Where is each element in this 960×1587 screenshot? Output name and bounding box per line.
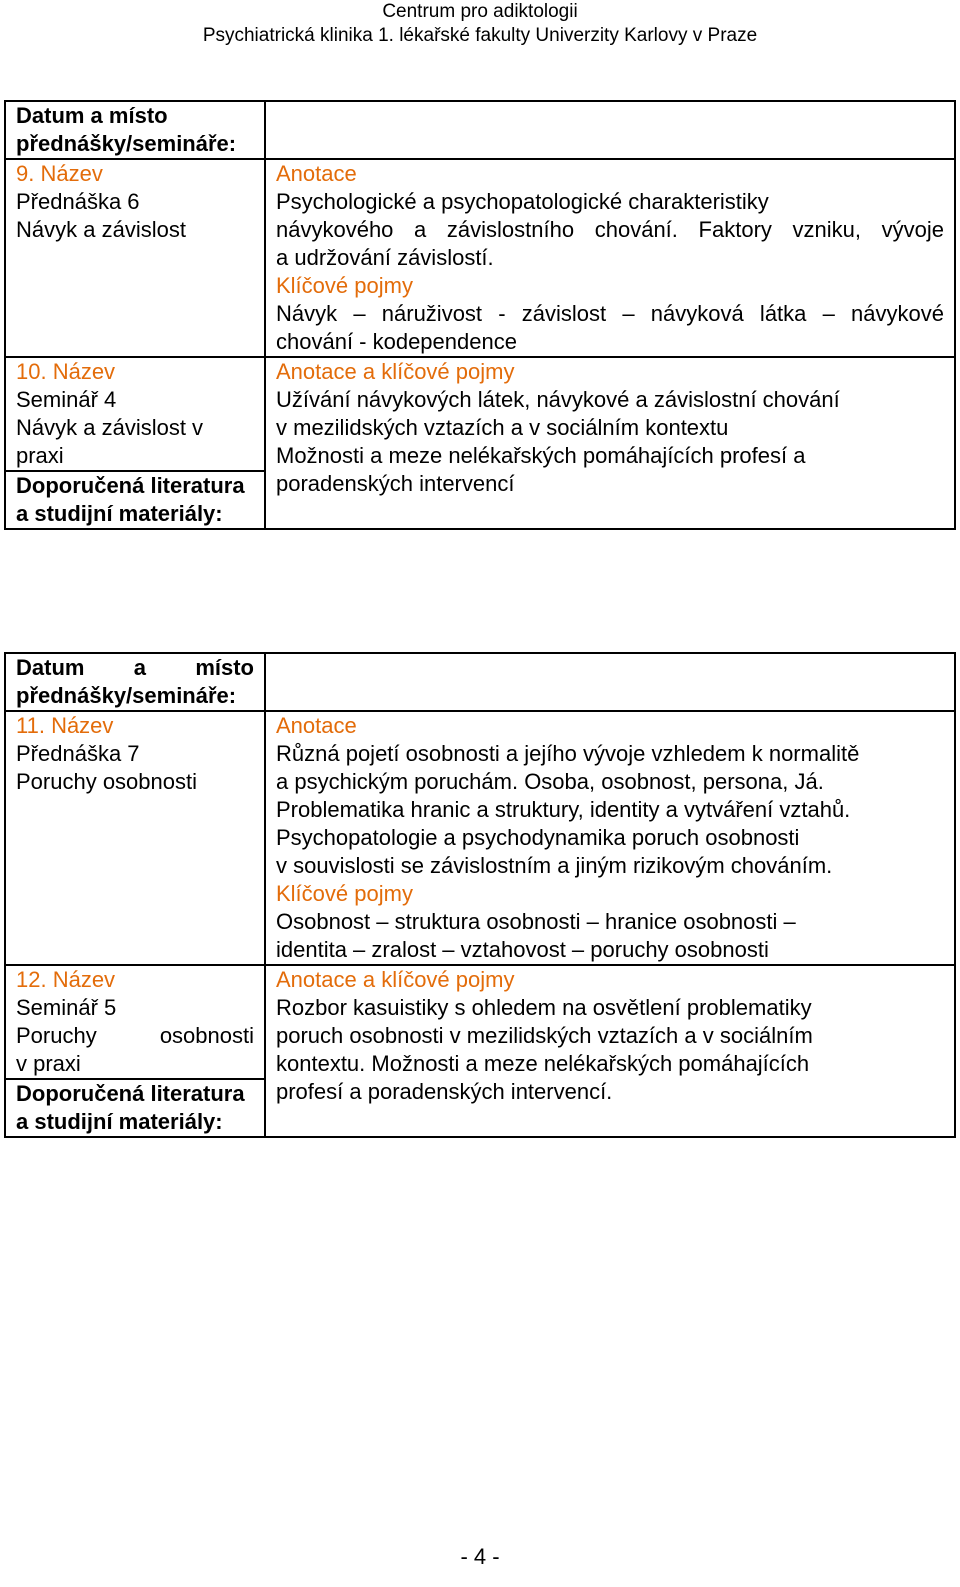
anotace-text: Psychopatologie a psychodynamika poruch osobnosti [276, 825, 800, 850]
page-number: - 4 - [460, 1544, 500, 1569]
session-row-12 [5, 965, 955, 1079]
session-type: Přednáška 7 [16, 741, 140, 766]
nazev-label: 11. Název [16, 713, 114, 738]
header-clinic: Psychiatrická klinika 1. lékařské fakulty Univerzity Karlovy v Praze [202, 25, 758, 46]
literature-label: Doporučená literatura [16, 1081, 245, 1106]
page-header [0, 0, 960, 48]
session-title-cell [5, 357, 265, 471]
anotace-text: v souvislosti se závislostním a jiným rizikovým chováním. [276, 853, 833, 878]
literature-label-2: a studijní materiály: [16, 1109, 223, 1134]
session-topic: praxi [16, 443, 64, 468]
pojmy-label: Klíčové pojmy [276, 881, 413, 906]
session-type: Seminář 5 [16, 995, 117, 1020]
literature-label-cell [5, 471, 265, 529]
session-topic: Návyk a závislost v [16, 415, 204, 440]
anotace-text: poradenských intervencí [276, 471, 515, 496]
nazev-label: 10. Název [16, 359, 116, 384]
session-annotation-cell [265, 159, 955, 357]
datum-label-cell [5, 653, 265, 711]
anotace-text: kontextu. Možnosti a meze nelékařských pomáhajících [276, 1051, 810, 1076]
anotace-text: Psychologické a psychopatologické charakteristiky [276, 189, 769, 214]
session-row-9 [5, 159, 955, 357]
session-title-cell [5, 965, 265, 1079]
session-topic: v praxi [16, 1051, 81, 1076]
anotace-label: Anotace [276, 713, 357, 738]
session-row-11 [5, 711, 955, 965]
pojmy-text: Návyk – náruživost - závislost – návyková látka – návykové [276, 301, 944, 326]
anotace-label: Anotace a klíčové pojmy [276, 359, 515, 384]
session-annotation-cell [265, 357, 955, 529]
anotace-text: Rozbor kasuistiky s ohledem na osvětlení problematiky [276, 995, 812, 1020]
anotace-label: Anotace a klíčové pojmy [276, 967, 515, 992]
datum-value-cell [265, 101, 955, 159]
session-topic: Poruchy osobnosti [16, 1023, 254, 1048]
anotace-text: profesí a poradenských intervencí. [276, 1079, 613, 1104]
anotace-text: Různá pojetí osobnosti a jejího vývoje vzhledem k normalitě [276, 741, 860, 766]
session-topic: Návyk a závislost [16, 217, 186, 242]
anotace-text: Možnosti a meze nelékařských pomáhajících profesí a [276, 443, 806, 468]
session-type: Seminář 4 [16, 387, 117, 412]
anotace-label: Anotace [276, 161, 357, 186]
session-annotation-cell [265, 711, 955, 965]
literature-label-cell [5, 1079, 265, 1137]
datum-row [5, 101, 955, 159]
pojmy-text: Osobnost – struktura osobnosti – hranice osobnosti – [276, 909, 796, 934]
datum-label-cell [5, 101, 265, 159]
session-annotation-cell [265, 965, 955, 1137]
datum-value-cell [265, 653, 955, 711]
session-row-10 [5, 357, 955, 471]
literature-label-2: a studijní materiály: [16, 501, 223, 526]
session-type: Přednáška 6 [16, 189, 140, 214]
datum-label-2: přednášky/semináře: [16, 683, 237, 708]
pojmy-label: Klíčové pojmy [276, 273, 413, 298]
session-title-cell [5, 159, 265, 357]
schedule-table-1 [4, 100, 956, 530]
datum-row [5, 653, 955, 711]
anotace-text: v mezilidských vztazích a v sociálním kontextu [276, 415, 729, 440]
session-title-cell [5, 711, 265, 965]
anotace-text: a udržování závislostí. [276, 245, 494, 270]
anotace-text: Problematika hranic a struktury, identity a vytváření vztahů. [276, 797, 851, 822]
anotace-text: poruch osobnosti v mezilidských vztazích a v sociálním [276, 1023, 813, 1048]
datum-label: Datum a místo [16, 103, 168, 128]
header-institution: Centrum pro adiktologii [382, 1, 578, 22]
anotace-text: Užívání návykových látek, návykové a závislostní chování [276, 387, 840, 412]
literature-label: Doporučená literatura [16, 473, 245, 498]
datum-label: Datum a místo [16, 655, 254, 680]
session-topic: Poruchy osobnosti [16, 769, 197, 794]
nazev-label: 9. Název [16, 161, 103, 186]
anotace-text: návykového a závislostního chování. Faktory vzniku, vývoje [276, 217, 944, 242]
datum-label-2: přednášky/semináře: [16, 131, 237, 156]
pojmy-text: chování - kodependence [276, 329, 517, 354]
pojmy-text: identita – zralost – vztahovost – poruchy osobnosti [276, 937, 769, 962]
anotace-text: a psychickým poruchám. Osoba, osobnost, persona, Já. [276, 769, 824, 794]
schedule-table-2 [4, 652, 956, 1138]
nazev-label: 12. Název [16, 967, 116, 992]
